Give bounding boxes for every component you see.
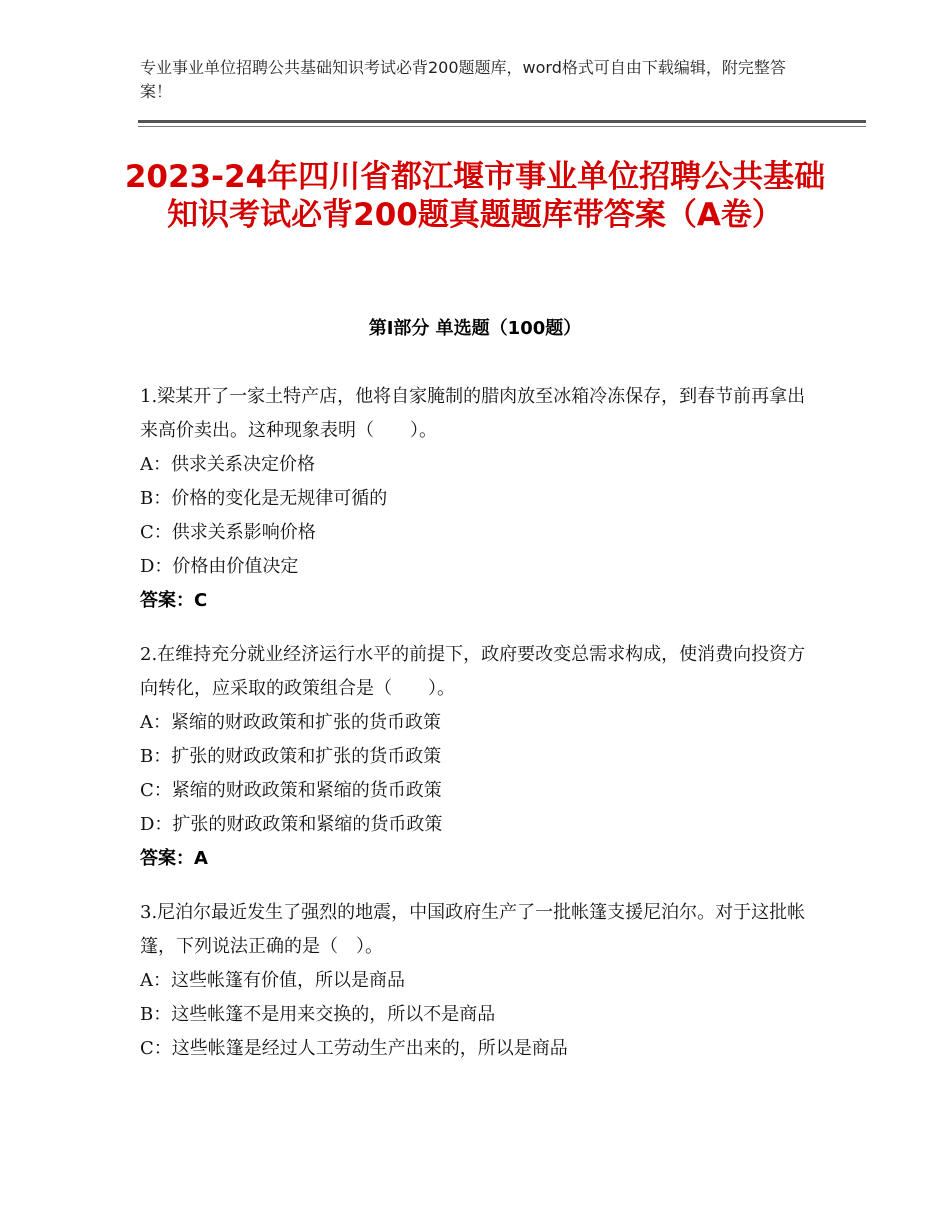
option-a: A：供求关系决定价格 — [140, 454, 315, 475]
option-b: B：这些帐篷不是用来交换的，所以不是商品 — [140, 1004, 496, 1025]
option-c: C：这些帐篷是经过人工劳动生产出来的，所以是商品 — [140, 1038, 568, 1059]
option-c: C：紧缩的财政政策和紧缩的货币政策 — [140, 780, 442, 801]
option-b: B：扩张的财政政策和扩张的货币政策 — [140, 746, 442, 767]
answer: 答案：A — [140, 848, 208, 869]
question-stem: 1.梁某开了一家土特产店，他将自家腌制的腊肉放至冰箱冷冻保存，到春节前再拿出来高价卖出。这种现象表明（ ）。 — [140, 386, 806, 441]
question-list — [140, 380, 820, 1086]
question-1 — [140, 380, 820, 618]
document-title: 2023-24年四川省都江堰市事业单位招聘公共基础知识考试必背200题真题题库带答案（A卷） — [124, 159, 826, 233]
question-3 — [140, 896, 820, 1066]
header-note: 专业事业单位招聘公共基础知识考试必背200题题库，word格式可自由下载编辑，附完整答案！ — [140, 58, 786, 101]
question-2 — [140, 638, 820, 876]
option-a: A：这些帐篷有价值，所以是商品 — [140, 970, 405, 991]
option-d: D：扩张的财政政策和紧缩的货币政策 — [140, 814, 443, 835]
option-b: B：价格的变化是无规律可循的 — [140, 488, 388, 509]
header-divider-thin — [138, 126, 866, 127]
option-a: A：紧缩的财政政策和扩张的货币政策 — [140, 712, 441, 733]
question-stem: 2.在维持充分就业经济运行水平的前提下，政府要改变总需求构成，使消费向投资方向转化，应采取的政策组合是（ ）。 — [140, 644, 806, 699]
header-divider-thick — [138, 120, 866, 123]
option-c: C：供求关系影响价格 — [140, 522, 316, 543]
option-d: D：价格由价值决定 — [140, 556, 299, 577]
section-title: 第Ⅰ部分 单选题（100题） — [368, 318, 582, 339]
question-stem: 3.尼泊尔最近发生了强烈的地震，中国政府生产了一批帐篷支援尼泊尔。对于这批帐篷，下列说法正确的是（ ）。 — [140, 902, 806, 957]
answer: 答案：C — [140, 590, 208, 611]
